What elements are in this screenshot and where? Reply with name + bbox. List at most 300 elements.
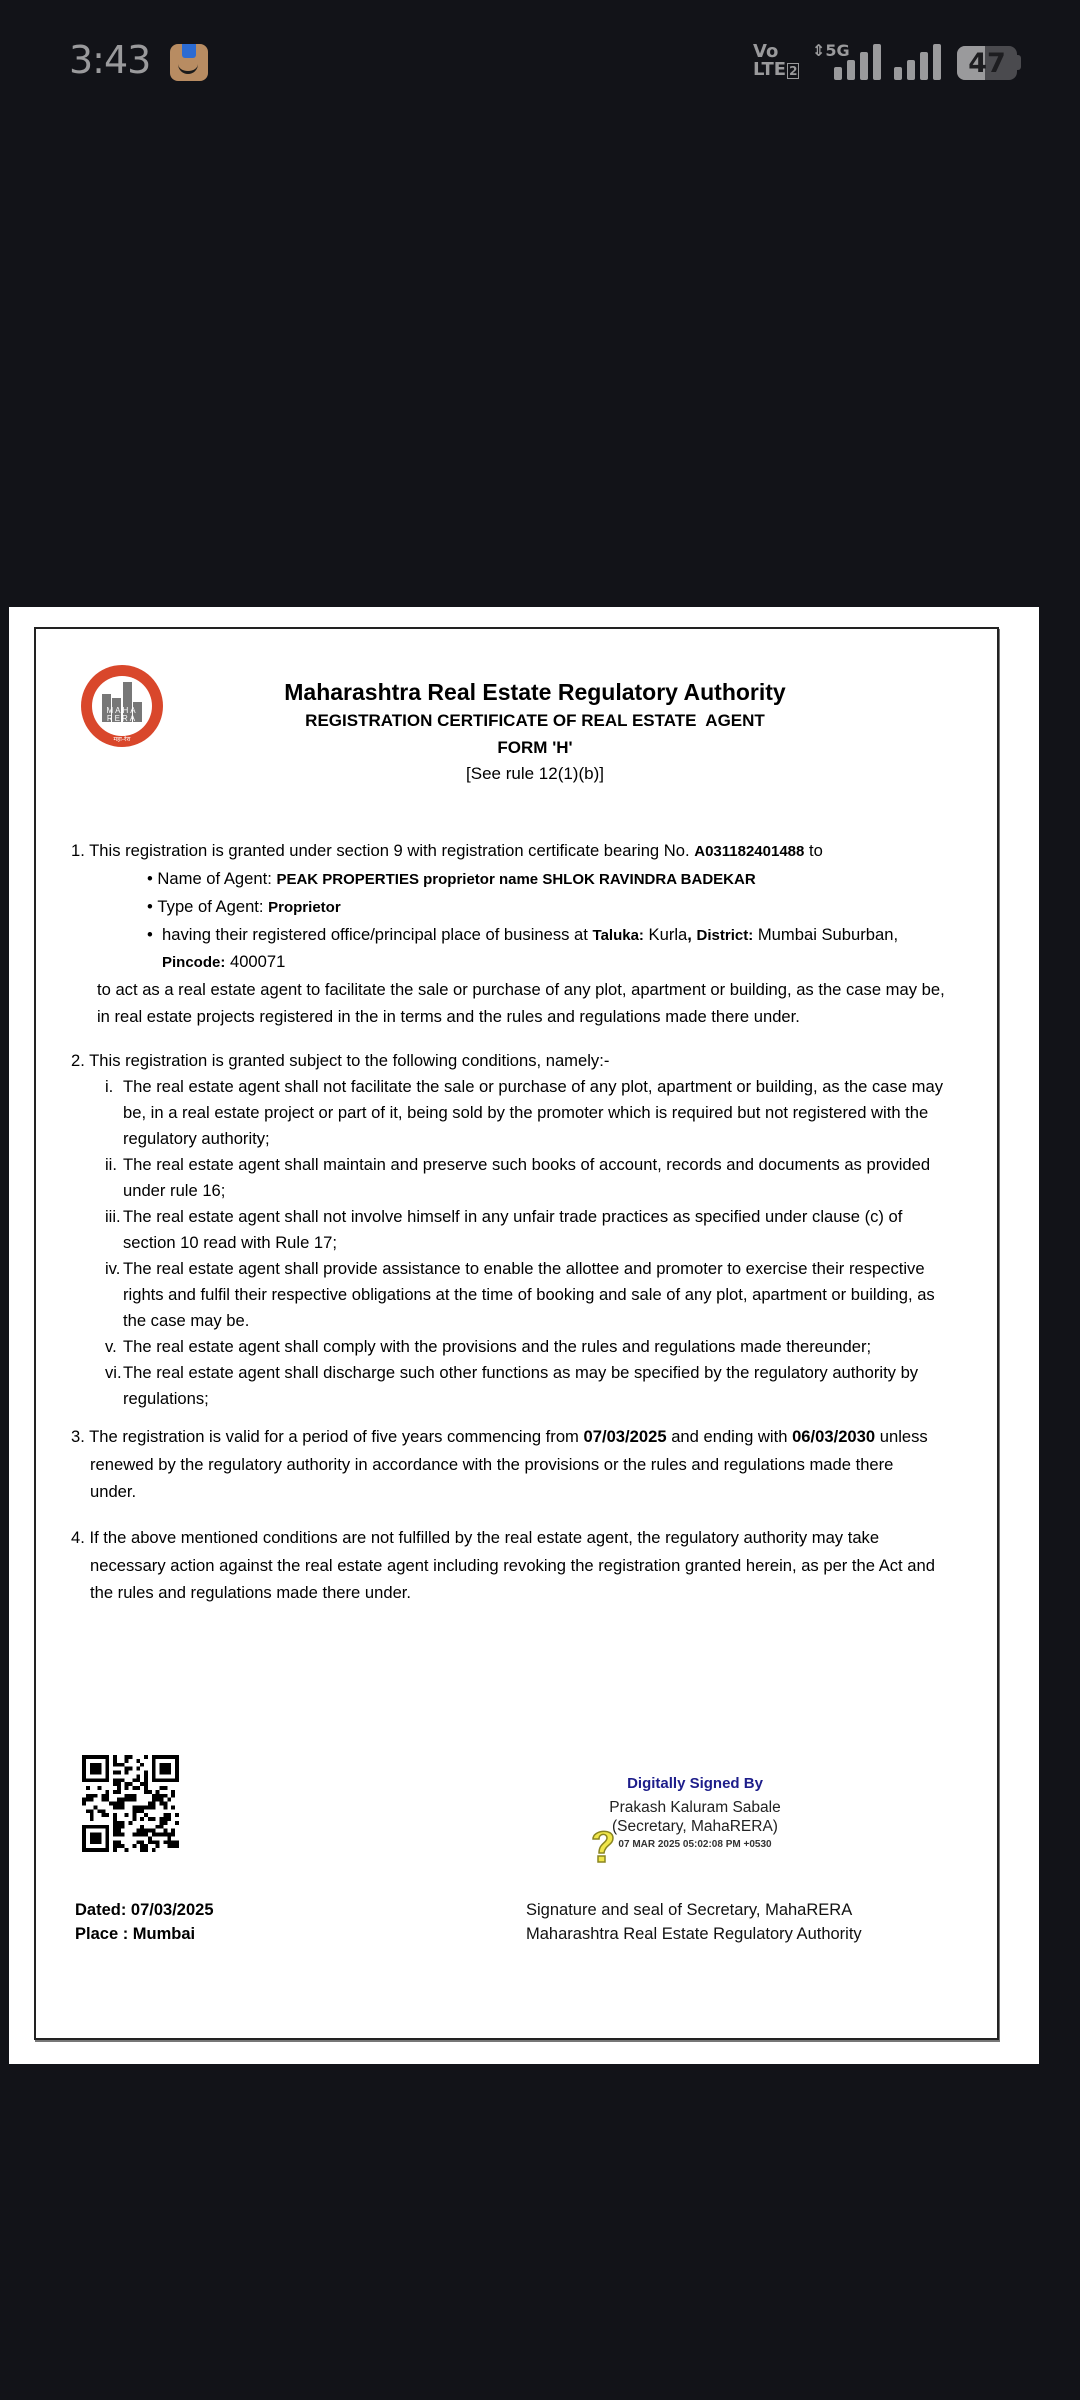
- qr-module: [140, 1829, 144, 1833]
- qr-module: [132, 1805, 136, 1809]
- qr-module: [98, 1786, 102, 1790]
- qr-module: [136, 1774, 140, 1778]
- qr-module: [105, 1755, 109, 1759]
- qr-module: [125, 1759, 129, 1763]
- qr-module: [105, 1813, 109, 1817]
- condition-text-line: be, in a real estate project or part of it, being sold by the promoter which is required but not registered with the: [123, 1103, 929, 1122]
- qr-module: [105, 1836, 109, 1840]
- qr-module: [86, 1809, 90, 1813]
- qr-module: [132, 1844, 136, 1848]
- qr-module: [113, 1825, 117, 1829]
- qr-module: [94, 1805, 98, 1809]
- qr-module: [113, 1817, 117, 1821]
- qr-module: [101, 1794, 105, 1798]
- qr-module: [121, 1833, 125, 1837]
- amazon-notification-icon: [170, 44, 208, 81]
- condition-number: iii.: [105, 1207, 121, 1226]
- condition-number: i.: [105, 1077, 114, 1096]
- qr-module: [94, 1763, 98, 1767]
- qr-module: [175, 1755, 179, 1759]
- qr-module: [121, 1778, 125, 1782]
- qr-module: [140, 1833, 144, 1837]
- qr-code[interactable]: [82, 1755, 179, 1852]
- condition-text-line: The real estate agent shall comply with the provisions and the rules and regulations made thereunder;: [123, 1337, 872, 1356]
- qr-module: [117, 1778, 121, 1782]
- condition-text-line: The real estate agent shall not facilitate the sale or purchase of any plot, apartment or building, as the case may: [123, 1077, 944, 1096]
- qr-module: [156, 1790, 160, 1794]
- qr-module: [152, 1755, 156, 1759]
- qr-module: [144, 1782, 148, 1786]
- qr-module: [117, 1786, 121, 1790]
- qr-module: [105, 1774, 109, 1778]
- qr-module: [117, 1798, 121, 1802]
- qr-module: [82, 1840, 86, 1844]
- qr-module: [132, 1778, 136, 1782]
- seal-line-1: Signature and seal of Secretary, MahaRERA: [526, 1901, 853, 1919]
- qr-module: [90, 1809, 94, 1813]
- qr-module: [140, 1809, 144, 1813]
- agent-type: Proprietor: [268, 899, 341, 916]
- qr-module: [82, 1844, 86, 1848]
- pincode-value: 400071: [229, 952, 286, 971]
- qr-module: [175, 1767, 179, 1771]
- qr-module: [140, 1817, 144, 1821]
- qr-module: [163, 1786, 167, 1790]
- qr-module: [113, 1805, 117, 1809]
- qr-module: [125, 1771, 129, 1775]
- qr-module: [94, 1836, 98, 1840]
- qr-module: [148, 1836, 152, 1840]
- qr-module: [82, 1767, 86, 1771]
- qr-module: [132, 1794, 136, 1798]
- qr-module: [105, 1829, 109, 1833]
- qr-module: [117, 1805, 121, 1809]
- qr-module: [82, 1798, 86, 1802]
- qr-module: [167, 1817, 171, 1821]
- qr-module: [82, 1802, 86, 1806]
- qr-module: [90, 1817, 94, 1821]
- qr-module: [129, 1782, 133, 1786]
- qr-module: [94, 1825, 98, 1829]
- condition-number: vi.: [105, 1363, 122, 1382]
- qr-module: [86, 1825, 90, 1829]
- qr-module: [148, 1802, 152, 1806]
- qr-module: [132, 1786, 136, 1790]
- qr-module: [113, 1759, 117, 1763]
- condition-text-line: regulatory authority;: [123, 1129, 270, 1148]
- qr-module: [129, 1755, 133, 1759]
- qr-module: [117, 1844, 121, 1848]
- qr-module: [113, 1763, 117, 1767]
- condition-text-line: the case may be.: [123, 1311, 250, 1330]
- qr-module: [171, 1840, 175, 1844]
- qr-module: [117, 1763, 121, 1767]
- condition-text-line: The real estate agent shall provide assistance to enable the allottee and promoter to exercise their respective: [123, 1259, 925, 1278]
- battery-icon: [957, 46, 1017, 80]
- qr-module: [175, 1774, 179, 1778]
- qr-module: [86, 1778, 90, 1782]
- qr-module: [129, 1798, 133, 1802]
- qr-module: [160, 1771, 164, 1775]
- lte-label: LTE: [753, 59, 787, 80]
- qr-module: [121, 1802, 125, 1806]
- qr-module: [163, 1794, 167, 1798]
- qr-module: [82, 1778, 86, 1782]
- qr-module: [175, 1844, 179, 1848]
- qr-module: [156, 1794, 160, 1798]
- qr-module: [86, 1848, 90, 1852]
- qr-module: [113, 1790, 117, 1794]
- qr-module: [160, 1817, 164, 1821]
- qr-module: [171, 1794, 175, 1798]
- network-type: ⇕5G: [812, 41, 850, 60]
- qr-module: [98, 1755, 102, 1759]
- qr-module: [152, 1848, 156, 1852]
- qr-module: [125, 1798, 129, 1802]
- qr-module: [105, 1794, 109, 1798]
- qr-module: [113, 1829, 117, 1833]
- battery-tip: [1017, 55, 1021, 70]
- qr-module: [163, 1829, 167, 1833]
- qr-module: [167, 1763, 171, 1767]
- qr-module: [94, 1755, 98, 1759]
- qr-module: [90, 1763, 94, 1767]
- qr-module: [117, 1821, 121, 1825]
- qr-module: [101, 1848, 105, 1852]
- qr-module: [171, 1755, 175, 1759]
- qr-module: [117, 1782, 121, 1786]
- qr-module: [121, 1798, 125, 1802]
- qr-module: [101, 1813, 105, 1817]
- qr-module: [167, 1813, 171, 1817]
- qr-module: [167, 1755, 171, 1759]
- qr-module: [98, 1771, 102, 1775]
- logo-bottom-text: महा-रेरा: [113, 736, 131, 743]
- logo-center-top: MAHA: [106, 706, 138, 715]
- validity-start-date: 07/03/2025: [583, 1427, 667, 1446]
- qr-module: [140, 1840, 144, 1844]
- qr-module: [163, 1771, 167, 1775]
- logo-center-bottom: RERA: [106, 714, 138, 723]
- qr-module: [121, 1825, 125, 1829]
- qr-module: [113, 1840, 117, 1844]
- qr-module: [90, 1836, 94, 1840]
- qr-module: [94, 1794, 98, 1798]
- qr-module: [171, 1844, 175, 1848]
- qr-module: [129, 1821, 133, 1825]
- qr-module: [94, 1771, 98, 1775]
- qr-module: [160, 1802, 164, 1806]
- qr-module: [117, 1790, 121, 1794]
- qr-module: [163, 1755, 167, 1759]
- qr-module: [140, 1848, 144, 1852]
- qr-module: [101, 1825, 105, 1829]
- qr-module: [171, 1833, 175, 1837]
- qr-module: [156, 1844, 160, 1848]
- qr-module: [101, 1809, 105, 1813]
- qr-module: [82, 1755, 86, 1759]
- condition-number: iv.: [105, 1259, 121, 1278]
- qr-module: [105, 1844, 109, 1848]
- qr-module: [86, 1786, 90, 1790]
- qr-module: [117, 1833, 121, 1837]
- rule-reference: [See rule 12(1)(b)]: [466, 764, 604, 783]
- qr-module: [98, 1840, 102, 1844]
- qr-module: [144, 1790, 148, 1794]
- qr-module: [152, 1802, 156, 1806]
- qr-module: [167, 1844, 171, 1848]
- qr-module: [152, 1833, 156, 1837]
- form-label: FORM 'H': [497, 738, 573, 757]
- qr-module: [152, 1759, 156, 1763]
- qr-module: [90, 1771, 94, 1775]
- volte-indicator: [753, 43, 799, 79]
- qr-module: [105, 1840, 109, 1844]
- condition-text-line: section 10 read with Rule 17;: [123, 1233, 338, 1252]
- qr-module: [125, 1755, 129, 1759]
- issue-info: [75, 1898, 214, 1946]
- qr-module: [140, 1763, 144, 1767]
- qr-module: [148, 1817, 152, 1821]
- qr-module: [125, 1767, 129, 1771]
- qr-module: [117, 1825, 121, 1829]
- qr-module: [171, 1805, 175, 1809]
- qr-module: [163, 1840, 167, 1844]
- qr-module: [163, 1763, 167, 1767]
- qr-module: [144, 1786, 148, 1790]
- signer-designation: (Secretary, MahaRERA): [612, 1818, 778, 1835]
- condition-number: ii.: [105, 1155, 117, 1174]
- qr-module: [136, 1809, 140, 1813]
- qr-module: [98, 1778, 102, 1782]
- qr-module: [113, 1778, 117, 1782]
- qr-module: [167, 1833, 171, 1837]
- qr-module: [144, 1829, 148, 1833]
- qr-module: [94, 1840, 98, 1844]
- validity-end-date: 06/03/2030: [792, 1427, 876, 1446]
- qr-module: [152, 1817, 156, 1821]
- qr-module: [156, 1840, 160, 1844]
- qr-module: [144, 1833, 148, 1837]
- qr-module: [101, 1778, 105, 1782]
- qr-module: [105, 1767, 109, 1771]
- data-arrows-icon: ⇕: [812, 41, 826, 60]
- qr-module: [144, 1805, 148, 1809]
- qr-module: [160, 1763, 164, 1767]
- qr-module: [98, 1836, 102, 1840]
- condition-text-line: The real estate agent shall maintain and preserve such books of account, records and documents as provided: [123, 1155, 931, 1174]
- condition-text-line: The real estate agent shall discharge such other functions as may be specified by the regulatory authority by: [123, 1363, 919, 1382]
- qr-module: [160, 1755, 164, 1759]
- qr-module: [144, 1848, 148, 1852]
- qr-module: [105, 1778, 109, 1782]
- qr-module: [98, 1833, 102, 1837]
- qr-module: [125, 1813, 129, 1817]
- qr-module: [86, 1755, 90, 1759]
- qr-module: [156, 1833, 160, 1837]
- qr-module: [171, 1778, 175, 1782]
- qr-module: [90, 1825, 94, 1829]
- qr-module: [160, 1821, 164, 1825]
- place-label: Place : Mumbai: [75, 1925, 196, 1943]
- qr-module: [152, 1829, 156, 1833]
- certificate-page: MAHA RERA महा-रेरा Maharashtra Real Estate Regulatory Authority REGISTRATION CERTIFICATE OF REAL ESTATE AGENT FORM 'H' [See rule 12(1)(b)] 1. This registration is granted under section 9 with registration certificate bearing No. A031182401488 to • Name of Agent: PEAK PROPERTIES proprietor name SHLOK RAVINDRA BADEKAR • Type of Agent: Proprietor • having their registered office/principal place of business at Taluka: Kurla, District: Mumbai Suburban, Pincode: 400071 to act as a real estate agent to facilitate the sale or purchase of any plot, apartment or building, as the case may be, in real estate projects registered in the in terms and the rules and regulations made there under. 2. This registration is granted subject to the following conditions, namely:- i. The real estate agent shall not facilitate the sale or purchase of any plot, apartment or building, as the case may be, in a real estate project or part of it, being sold by the promoter which is required but not registered with the regulatory authority; ii. The real estate agent shall maintain and preserve such books of account, records and documents as provided under rule 16; iii. The real estate agent shall not involve himself in any unfair trade practices as specified under clause (c) of section 10 read with Rule 17; iv. The real estate agent shall provide assistance to enable the allottee and promoter to exercise their respective rights and fulfil their respective obligations at the time of booking and sale of any plot, apartment or building, as the case may be. v. The real estate agent shall comply with the provisions and the rules and regulations made thereunder; vi. The real estate agent shall discharge such other functions as may be specified by the regulatory authority by regulations; 3. The registration is valid for a period of five years commencing from 07/03/2025 and ending with 06/03/2030 unless renewed by the regulatory authority in accordance with the provisions or the rules and regulations made there under. 4. If the above mentioned conditions are not fulfilled by the real estate agent, the regulatory authority may take necessary action against the real estate agent including revoking the registration granted herein, as per the Act and the rules and regulations made there under. Digitally Signed By Prakash Kaluram Sabale (Secretary, MahaRERA) 07 MAR 2025 05:02:08 PM +0530 Dated: 07/03/2025 Place : Mumbai Signature and seal of Secretary, MahaRERA Maharashtra Real Estate Regulatory Authority: [9, 607, 1039, 2064]
- qr-module: [101, 1798, 105, 1802]
- district-value: Mumbai Suburban,: [757, 925, 899, 944]
- qr-module: [156, 1798, 160, 1802]
- seal-line-2: Maharashtra Real Estate Regulatory Authority: [526, 1925, 862, 1943]
- qr-module: [175, 1813, 179, 1817]
- status-time: 3:43: [69, 38, 151, 82]
- qr-module: [160, 1833, 164, 1837]
- qr-module: [117, 1802, 121, 1806]
- qr-module: [82, 1759, 86, 1763]
- qr-module: [94, 1767, 98, 1771]
- qr-module: [98, 1809, 102, 1813]
- qr-module: [105, 1798, 109, 1802]
- qr-module: [167, 1836, 171, 1840]
- qr-module: [163, 1805, 167, 1809]
- qr-module: [129, 1767, 133, 1771]
- signal-sim1-icon: [834, 44, 884, 80]
- qr-module: [167, 1798, 171, 1802]
- qr-module: [144, 1813, 148, 1817]
- qr-module: [167, 1767, 171, 1771]
- qr-module: [144, 1844, 148, 1848]
- qr-module: [160, 1794, 164, 1798]
- qr-module: [132, 1833, 136, 1837]
- qr-module: [82, 1825, 86, 1829]
- qr-module: [136, 1786, 140, 1790]
- qr-module: [140, 1825, 144, 1829]
- qr-module: [156, 1755, 160, 1759]
- qr-module: [105, 1833, 109, 1837]
- qr-module: [125, 1794, 129, 1798]
- qr-module: [82, 1848, 86, 1852]
- qr-module: [163, 1802, 167, 1806]
- qr-module: [105, 1848, 109, 1852]
- qr-module: [163, 1767, 167, 1771]
- office-address-item: • having their registered office/principal place of business at Taluka: Kurla, District: Mumbai Suburban,: [147, 925, 899, 944]
- agent-name-item: • Name of Agent: PEAK PROPERTIES proprietor name SHLOK RAVINDRA BADEKAR: [147, 869, 756, 888]
- qr-module: [90, 1778, 94, 1782]
- qr-module: [152, 1805, 156, 1809]
- qr-module: [98, 1848, 102, 1852]
- condition-text-line: under rule 16;: [123, 1181, 226, 1200]
- qr-module: [90, 1755, 94, 1759]
- agent-name: PEAK PROPERTIES proprietor name SHLOK RAVINDRA BADEKAR: [276, 871, 756, 888]
- qr-module: [136, 1759, 140, 1763]
- qr-module: [175, 1759, 179, 1763]
- qr-module: [152, 1767, 156, 1771]
- qr-module: [125, 1848, 129, 1852]
- signature-title: Digitally Signed By: [627, 1775, 763, 1792]
- qr-module: [148, 1840, 152, 1844]
- qr-module: [117, 1829, 121, 1833]
- qr-module: [113, 1833, 117, 1837]
- qr-module: [98, 1763, 102, 1767]
- qr-module: [163, 1821, 167, 1825]
- qr-module: [86, 1798, 90, 1802]
- qr-module: [175, 1778, 179, 1782]
- qr-module: [132, 1809, 136, 1813]
- certificate-number: A031182401488: [694, 843, 805, 860]
- qr-module: [160, 1825, 164, 1829]
- qr-module: [136, 1767, 140, 1771]
- qr-module: [98, 1825, 102, 1829]
- qr-module: [152, 1794, 156, 1798]
- qr-module: [117, 1840, 121, 1844]
- qr-module: [175, 1840, 179, 1844]
- qr-module: [163, 1813, 167, 1817]
- qr-module: [125, 1782, 129, 1786]
- qr-module: [144, 1778, 148, 1782]
- qr-module: [90, 1840, 94, 1844]
- qr-module: [156, 1825, 160, 1829]
- qr-module: [132, 1817, 136, 1821]
- qr-module: [90, 1833, 94, 1837]
- qr-module: [152, 1763, 156, 1767]
- qr-module: [148, 1790, 152, 1794]
- qr-module: [163, 1833, 167, 1837]
- qr-module: [152, 1798, 156, 1802]
- qr-module: [152, 1840, 156, 1844]
- condition-text-line: rights and fulfil their respective obligations at the time of booking and sale of any plot, apartment or building, as: [123, 1285, 935, 1304]
- qr-module: [160, 1786, 164, 1790]
- agent-type-item: • Type of Agent: Proprietor: [147, 897, 341, 916]
- qr-module: [94, 1778, 98, 1782]
- qr-module: [175, 1763, 179, 1767]
- qr-module: [113, 1813, 117, 1817]
- qr-module: [90, 1767, 94, 1771]
- qr-module: [113, 1821, 117, 1825]
- signature-unverified-question-icon[interactable]: [588, 1826, 618, 1870]
- qr-module: [160, 1778, 164, 1782]
- qr-module: [140, 1844, 144, 1848]
- qr-module: [82, 1833, 86, 1837]
- qr-module: [90, 1848, 94, 1852]
- qr-module: [140, 1782, 144, 1786]
- qr-module: [144, 1774, 148, 1778]
- signature-timestamp: 07 MAR 2025 05:02:08 PM +0530: [618, 1839, 772, 1850]
- qr-module: [82, 1763, 86, 1767]
- qr-module: [144, 1755, 148, 1759]
- qr-module: [148, 1805, 152, 1809]
- qr-module: [121, 1844, 125, 1848]
- qr-module: [156, 1778, 160, 1782]
- qr-module: [101, 1755, 105, 1759]
- qr-module: [163, 1817, 167, 1821]
- qr-module: [129, 1794, 133, 1798]
- qr-module: [152, 1774, 156, 1778]
- qr-module: [82, 1774, 86, 1778]
- qr-module: [113, 1848, 117, 1852]
- qr-module: [140, 1805, 144, 1809]
- condition-text-line: regulations;: [123, 1389, 209, 1408]
- qr-module: [113, 1755, 117, 1759]
- qr-module: [175, 1771, 179, 1775]
- qr-module: [113, 1844, 117, 1848]
- qr-module: [167, 1840, 171, 1844]
- qr-module: [105, 1763, 109, 1767]
- qr-module: [121, 1821, 125, 1825]
- qr-module: [117, 1771, 121, 1775]
- qr-module: [121, 1763, 125, 1767]
- qr-module: [113, 1802, 117, 1806]
- qr-module: [94, 1833, 98, 1837]
- qr-module: [105, 1759, 109, 1763]
- qr-module: [105, 1825, 109, 1829]
